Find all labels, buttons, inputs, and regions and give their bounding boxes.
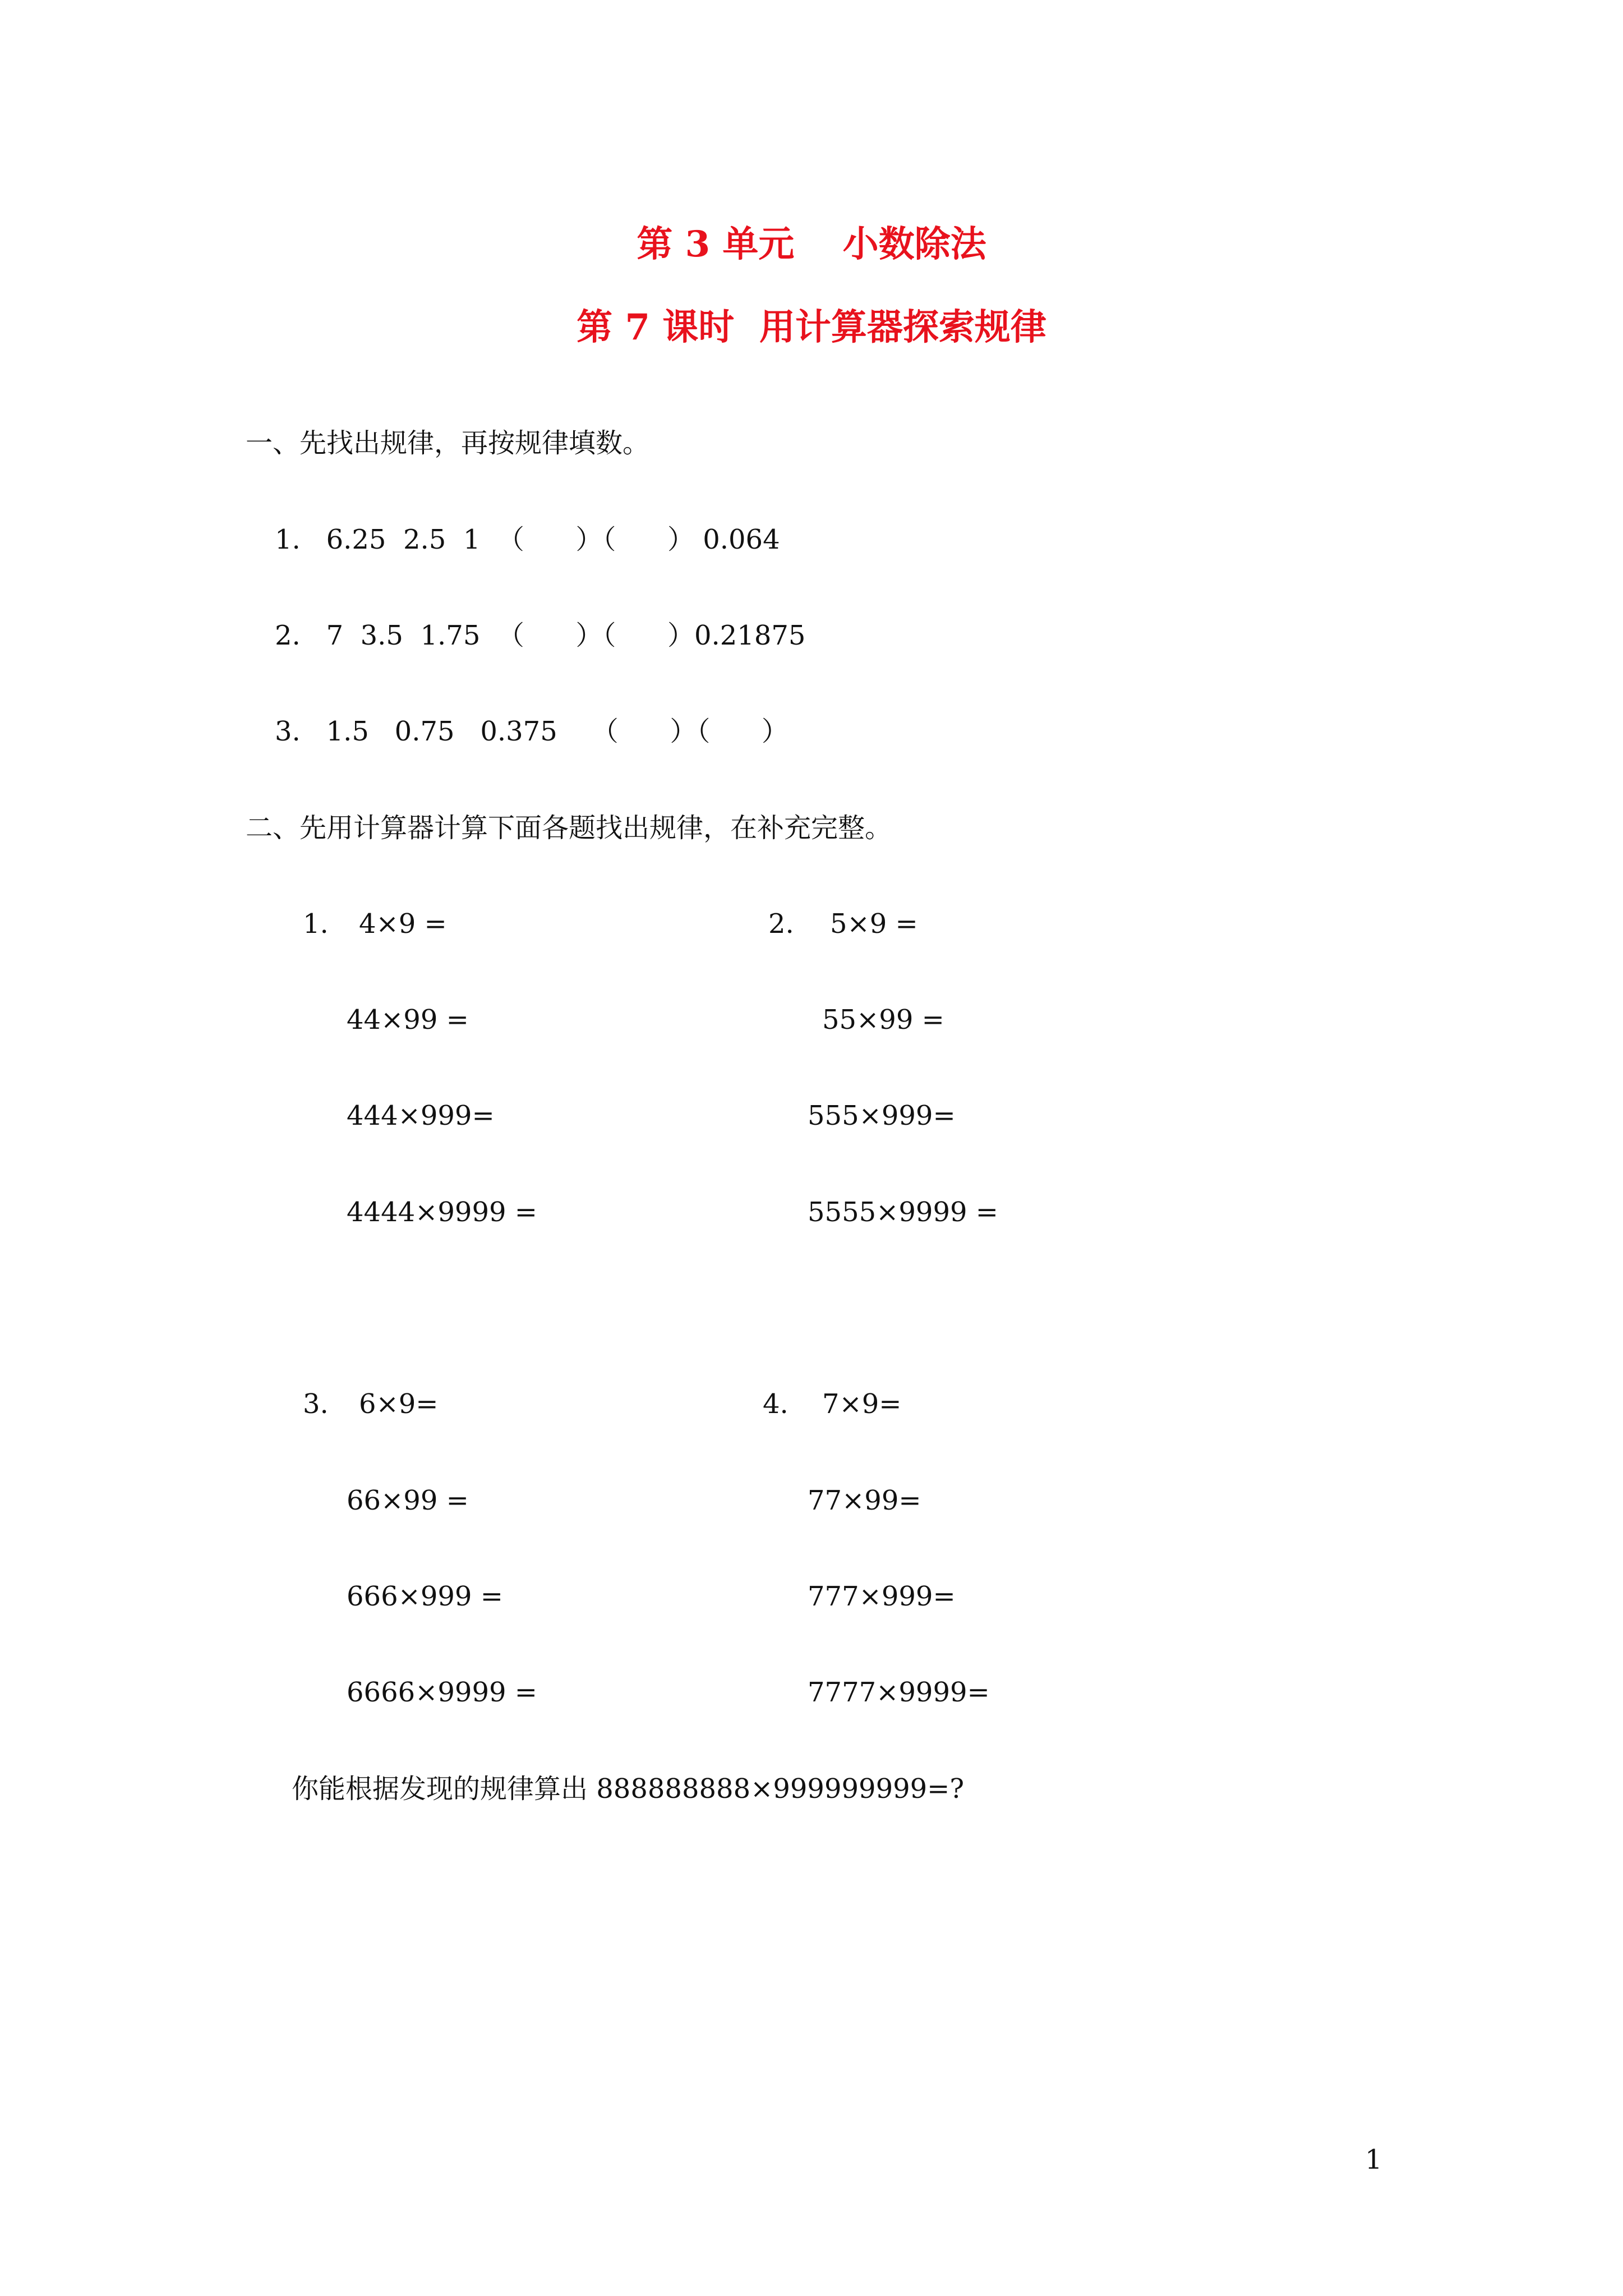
problem-1-row-3: 444×999= [347,1100,495,1131]
problem-3-row-3: 666×999 = [347,1581,503,1612]
section1-item-2: 2. 7 3.5 1.75 （ ）（ ）0.21875 [275,620,806,651]
problem-number-4: 4. [763,1388,789,1420]
problem-number-1: 1. [303,908,329,940]
problem-1-row-1: 4×9 = [359,908,447,940]
problem-3-row-4: 6666×9999 = [347,1677,538,1708]
problem-1-row-4: 4444×9999 = [347,1197,538,1228]
section2-heading: 二、先用计算器计算下面各题找出规律，在补充完整。 [246,812,892,844]
problem-2-row-1: 5×9 = [830,908,918,940]
problem-3-row-2: 66×99 = [347,1485,469,1516]
problem-2-row-2: 55×99 = [822,1004,944,1036]
problem-4-row-1: 7×9= [822,1388,902,1420]
problem-4-row-3: 777×999= [808,1581,956,1612]
problem-3-row-1: 6×9= [359,1388,439,1420]
challenge-question: 你能根据发现的规律算出 888888888×999999999=? [292,1773,965,1805]
problem-1-row-2: 44×99 = [347,1004,469,1036]
problem-number-3: 3. [303,1388,329,1420]
lesson-title: 第 7 课时 用计算器探索规律 [577,306,1046,348]
problem-number-2: 2. [768,908,794,940]
problem-2-row-4: 5555×9999 = [808,1197,999,1228]
problem-4-row-4: 7777×9999= [808,1677,990,1708]
unit-title: 第 3 单元 小数除法 [637,223,986,265]
page-number: 1 [1365,2144,1382,2175]
section1-heading: 一、先找出规律，再按规律填数。 [246,427,650,459]
problem-4-row-2: 77×99= [808,1485,921,1516]
section1-item-3: 3. 1.5 0.75 0.375 （ ）（ ） [275,716,789,747]
section1-item-1: 1. 6.25 2.5 1 （ ）（ ） 0.064 [275,524,780,555]
problem-2-row-3: 555×999= [808,1100,956,1131]
